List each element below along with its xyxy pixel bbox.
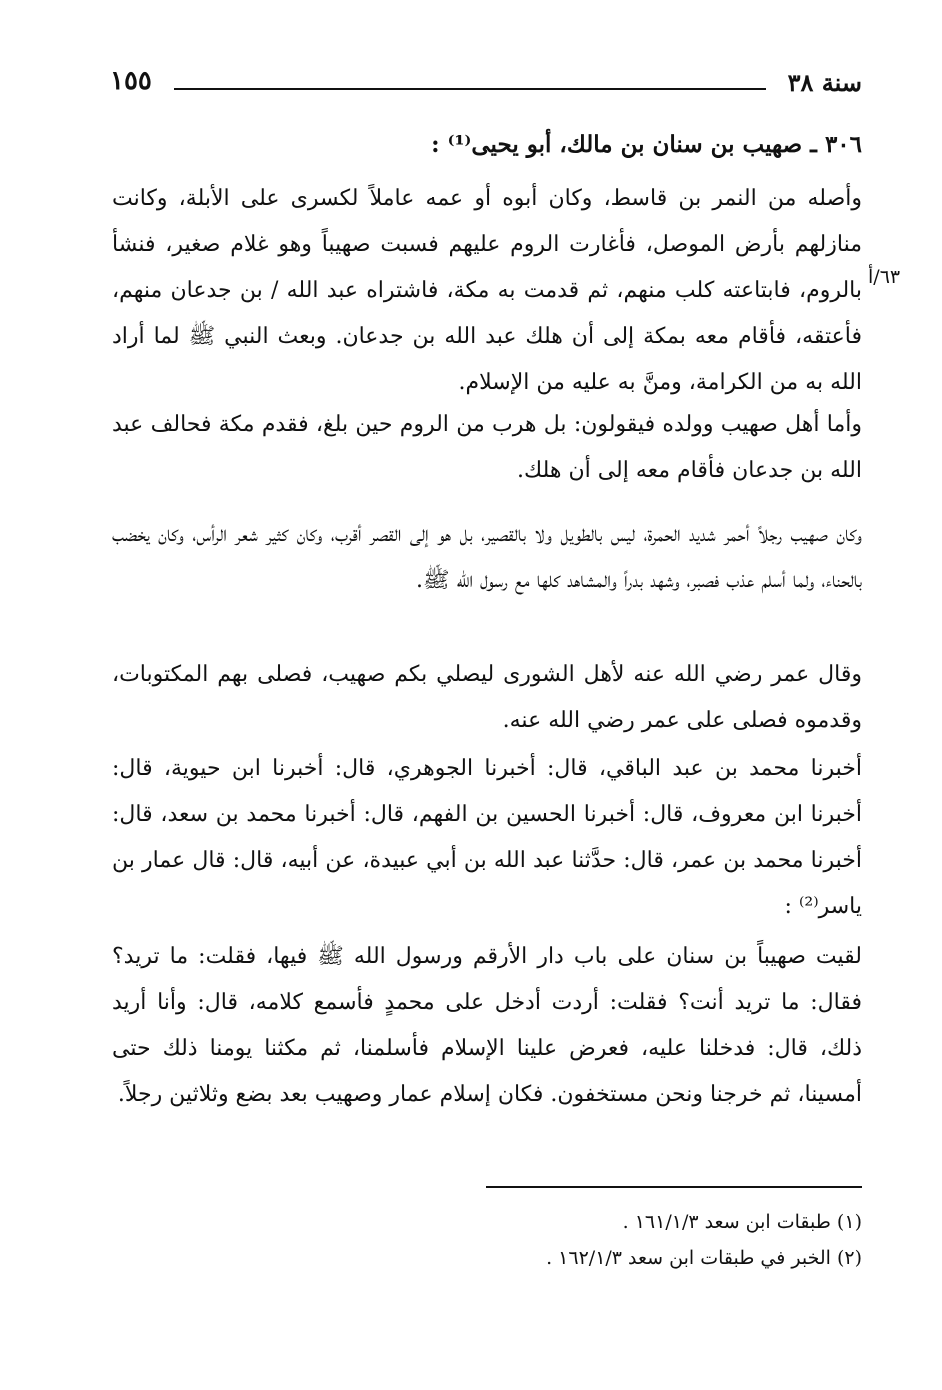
paragraph: وقال عمر رضي الله عنه لأهل الشورى ليصلي بكم صهيب، فصلى بهم المكتوبات، وقدموه فصلى على عمر رضي الله عنه. [112, 662, 862, 733]
paragraph: لقيت صهيباً بن سنان على باب دار الأرقم ورسول الله ﷺ فيها، فقلت: ما تريد؟ فقال: ما تريد أنت؟ فقلت: أردت أدخل على محمدٍ فأسمع كلامه، قال: وأنا أريد ذلك، قال: فدخلنا عليه، فعرض علينا الإسلام فأسلمنا، ثم مكثنا يومنا ذلك حتى أمسينا، ثم خرجنا ونحن مستخفون. فكان إسلام عمار وصهيب بعد بضع وثلاثين رجلاً. [112, 944, 862, 1107]
paragraph: وأما أهل صهيب وولده فيقولون: بل هرب من الروم حين بلغ، فقدم مكة فحالف عبد الله بن جدعان فأقام معه إلى أن هلك. [112, 412, 862, 483]
paragraph: وأصله من النمر بن قاسط، وكان أبوه أو عمه عاملاً لكسرى على الأبلة، وكانت منازلهم بأرض الموصل، فأغارت الروم عليهم فسبت صهيباً وهو غلام صغير، فنشأ بالروم، فابتاعته كلب منهم، ثم قدمت به مكة، فاشتراه عبد الله / بن جدعان منهم، فأعتقه، فأقام معه بمكة إلى أن هلك عبد الله بن جدعان. وبعث النبي ﷺ لما أراد الله به من الكرامة، ومنَّ به عليه من الإسلام. [112, 186, 862, 395]
footnote-separator [486, 1186, 862, 1188]
running-head-year: سنة ٣٨ [787, 68, 862, 97]
footnotes [362, 1204, 862, 1276]
page-header [110, 64, 862, 104]
footnote-item: (١) طبقات ابن سعد ١٦١/١/٣ . [622, 1211, 862, 1233]
manuscript-folio-note: ٦٣/أ [868, 266, 901, 288]
page-number: ١٥٥ [110, 66, 152, 96]
paragraph: أخبرنا محمد بن عبد الباقي، قال: أخبرنا الجوهري، قال: أخبرنا ابن حيوية، قال: أخبرنا ابن معروف، قال: أخبرنا الحسين بن الفهم، قال: أخبرنا محمد بن سعد، قال: أخبرنا محمد بن عمر، قال: حدَّثنا عبد الله بن أبي عبيدة، عن أبيه، قال: قال عمار بن ياسر⁽²⁾ : [112, 756, 862, 919]
paragraph: وكان صهيب رجلاً أحمر شديد الحمرة، ليس بالطويل ولا بالقصير، بل هو إلى القصر أقرب، وكان كثير شعر الرأس، وكان يخضب بالحناء، ولما أسلم عذب فصبر، وشهد بدراً والمشاهد كلها مع رسول الله ﷺ. [112, 522, 862, 593]
entry-heading: ٣٠٦ ـ صهيب بن سنان بن مالك، أبو يحيى⁽¹⁾ : [431, 131, 862, 158]
footnote-item: (٢) الخبر في طبقات ابن سعد ١٦٢/١/٣ . [546, 1247, 862, 1269]
header-rule [174, 88, 766, 90]
